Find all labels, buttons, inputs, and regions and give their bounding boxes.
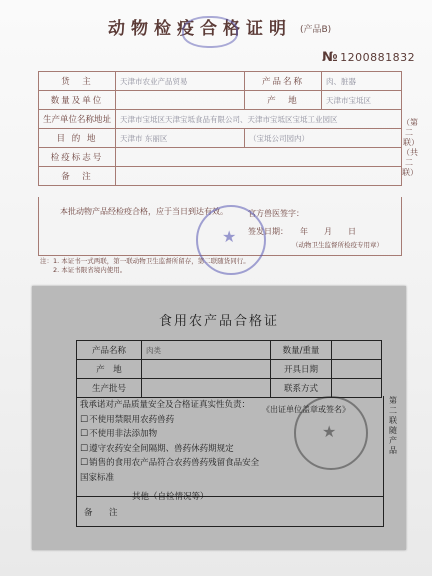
serial-value: 1200881832	[340, 51, 416, 64]
label-issue-date: 开具日期	[271, 360, 332, 379]
label-quantity-weight: 数量/重量	[271, 341, 332, 360]
serial-number	[322, 50, 415, 65]
agri-seal-stamp	[294, 396, 368, 470]
promise-item: ☐不使用非法添加物	[80, 429, 158, 439]
label-quantity: 数量及单位	[39, 91, 116, 110]
agri-copy-side-label: 第二联随产品	[389, 396, 397, 455]
agri-info-table	[76, 340, 382, 398]
star-icon: ★	[322, 422, 337, 441]
value-agri-product-name: 肉类	[142, 341, 271, 360]
star-icon: ★	[222, 227, 237, 246]
table-row	[39, 148, 402, 167]
serial-symbol: №	[322, 50, 339, 65]
value-agri-origin	[142, 360, 271, 379]
value-origin: 天津市宝坻区	[322, 91, 402, 110]
top-oval-stamp	[182, 16, 238, 48]
value-quantity	[116, 91, 245, 110]
label-owner: 货 主	[39, 72, 116, 91]
validity-statement: 本批动物产品经检疫合格，应于当日到达有效。	[60, 207, 228, 216]
table-row	[77, 341, 382, 360]
agri-remarks-value: 其他（自检情况等）	[132, 492, 209, 502]
agri-remarks-label: 备 注	[84, 508, 122, 518]
issuer-signature-label: 《出证单位盖章或签名》	[262, 405, 350, 414]
label-destination: 目 的 地	[39, 129, 116, 148]
value-destination-extra: （宝坻公司园内）	[245, 129, 402, 148]
label-contact: 联系方式	[271, 379, 332, 398]
table-row	[39, 110, 402, 129]
certificate-notes	[40, 257, 250, 275]
value-contact	[332, 379, 382, 398]
value-remarks	[116, 167, 402, 186]
vet-signature-label: 官方兽医签字：	[248, 209, 304, 218]
value-issue-date	[332, 360, 382, 379]
checkbox-icon: ☐	[80, 443, 89, 454]
value-producer: 天津市宝坻区天津宝坻食品有限公司、天津市宝坻区宝坻工业园区	[116, 110, 402, 129]
copy-side-label: （第二联）（共二联）	[402, 118, 418, 177]
certificate-subtitle: (产品B)	[300, 25, 332, 35]
note-line-1: 注：1. 本证书一式两联，第一联动物卫生监督所留存，第二联随货同行。	[40, 257, 250, 265]
value-batch-number	[142, 379, 271, 398]
table-row	[77, 360, 382, 379]
table-row	[39, 167, 402, 186]
promise-item: ☐不使用禁限用农药兽药	[80, 414, 175, 425]
label-product-name: 产品名称	[245, 72, 322, 91]
issue-date-label: 签发日期：	[248, 227, 288, 236]
label-tag-number: 检疫标志号	[39, 148, 116, 167]
label-batch-number: 生产批号	[77, 379, 142, 398]
label-producer: 生产单位名称地址	[39, 110, 116, 129]
value-tag-number	[116, 148, 402, 167]
checkbox-icon: ☐	[80, 414, 89, 425]
value-owner: 天津市农业产品贸易	[116, 72, 245, 91]
table-row	[39, 72, 402, 91]
promise-item: ☐遵守农药安全间隔期、兽药休药期规定	[80, 443, 234, 454]
promise-title: 我承诺对产品质量安全及合格证真实性负责：	[80, 400, 251, 410]
label-agri-origin: 产 地	[77, 360, 142, 379]
value-product-name: 肉、脏器	[322, 72, 402, 91]
quality-promise	[80, 398, 260, 485]
label-origin: 产 地	[245, 91, 322, 110]
label-agri-product-name: 产品名称	[77, 341, 142, 360]
certificate-title: 动物检疫合格证明	[108, 19, 292, 39]
value-destination: 天津市 东丽区	[116, 129, 245, 148]
quarantine-table	[38, 71, 402, 186]
remarks-row	[76, 496, 384, 527]
table-row	[39, 91, 402, 110]
table-row	[39, 129, 402, 148]
table-row	[77, 379, 382, 398]
label-remarks: 备 注	[39, 167, 116, 186]
checkbox-icon: ☐	[80, 429, 89, 439]
issue-date-value: 年 月 日	[300, 227, 356, 236]
checkbox-icon: ☐	[80, 458, 89, 468]
agri-certificate-title: 食用农产品合格证	[158, 314, 279, 329]
value-quantity-weight	[332, 341, 382, 360]
seal-note: （动物卫生监督所检疫专用章）	[292, 241, 383, 249]
note-line-2: 2. 本证书限省境内使用。	[40, 266, 127, 274]
promise-item: ☐销售的食用农产品符合农药兽药残留食品安全国家标准	[80, 458, 260, 483]
